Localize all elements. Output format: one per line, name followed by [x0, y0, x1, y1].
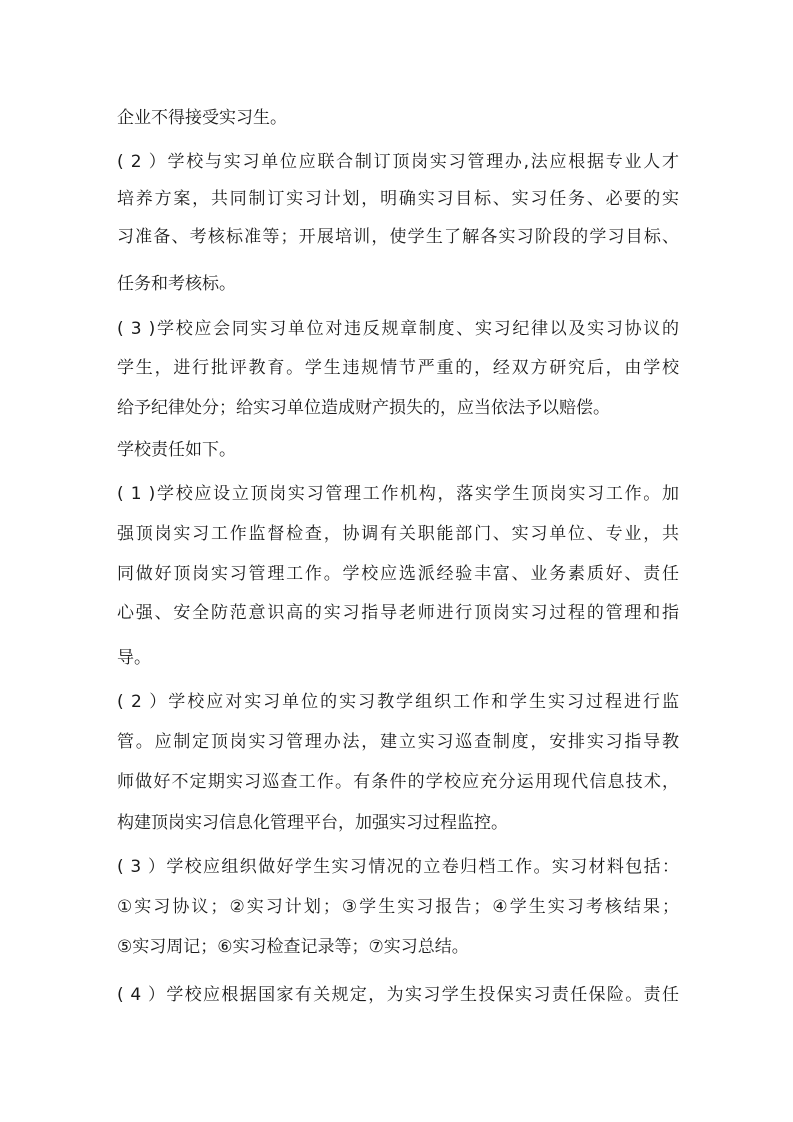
- text-line: 给予纪律处分；给实习单位造成财产损失的，应当依法予以赔偿。: [117, 398, 610, 418]
- text-line: 任务和考核标。: [117, 274, 236, 294]
- text-line: ( 3 )学校应会同实习单位对违反规章制度、实习纪律以及实习协议的: [117, 319, 679, 339]
- text-line: ( 4 ）学校应根据国家有关规定，为实习学生投保实习责任保险。责任: [117, 985, 679, 1005]
- text-line: ( 3 ）学校应组织做好学生实习情况的立卷归档工作。实习材料包括：: [117, 857, 679, 877]
- text-line: 培养方案，共同制订实习计划，明确实习目标、实习任务、必要的实: [117, 189, 679, 209]
- text-line: 心强、安全防范意识高的实习指导老师进行顶岗实习过程的管理和指: [117, 603, 679, 623]
- text-line: 师做好不定期实习巡查工作。有条件的学校应充分运用现代信息技术，: [117, 772, 679, 792]
- text-line: 强顶岗实习工作监督检查，协调有关职能部门、实习单位、专业，共: [117, 524, 679, 544]
- text-line: 学校责任如下。: [117, 440, 236, 460]
- text-line: ( 2 ）学校与实习单位应联合制订顶岗实习管理办,法应根据专业人才: [117, 152, 679, 172]
- text-line: 导。: [117, 648, 151, 668]
- text-line: 构建顶岗实习信息化管理平台，加强实习过程监控。: [117, 813, 508, 833]
- text-line: 企业不得接受实习生。: [117, 108, 287, 128]
- text-line: 习准备、考核标准等；开展培训，使学生了解各实习阶段的学习目标、: [117, 227, 679, 247]
- text-line: ( 1 )学校应设立顶岗实习管理工作机构，落实学生顶岗实习工作。加: [117, 484, 679, 504]
- text-line: ⑤实习周记；⑥实习检查记录等；⑦实习总结。: [117, 937, 469, 957]
- text-line: ①实习协议；②实习计划；③学生实习报告；④学生实习考核结果；: [117, 897, 679, 917]
- text-line: ( 2 ）学校应对实习单位的实习教学组织工作和学生实习过程进行监: [117, 692, 679, 712]
- text-line: 同做好顶岗实习管理工作。学校应选派经验丰富、业务素质好、责任: [117, 564, 679, 584]
- text-line: 学生，进行批评教育。学生违规情节严重的，经双方研究后，由学校: [117, 358, 679, 378]
- text-line: 管。应制定顶岗实习管理办法，建立实习巡查制度，安排实习指导教: [117, 732, 679, 752]
